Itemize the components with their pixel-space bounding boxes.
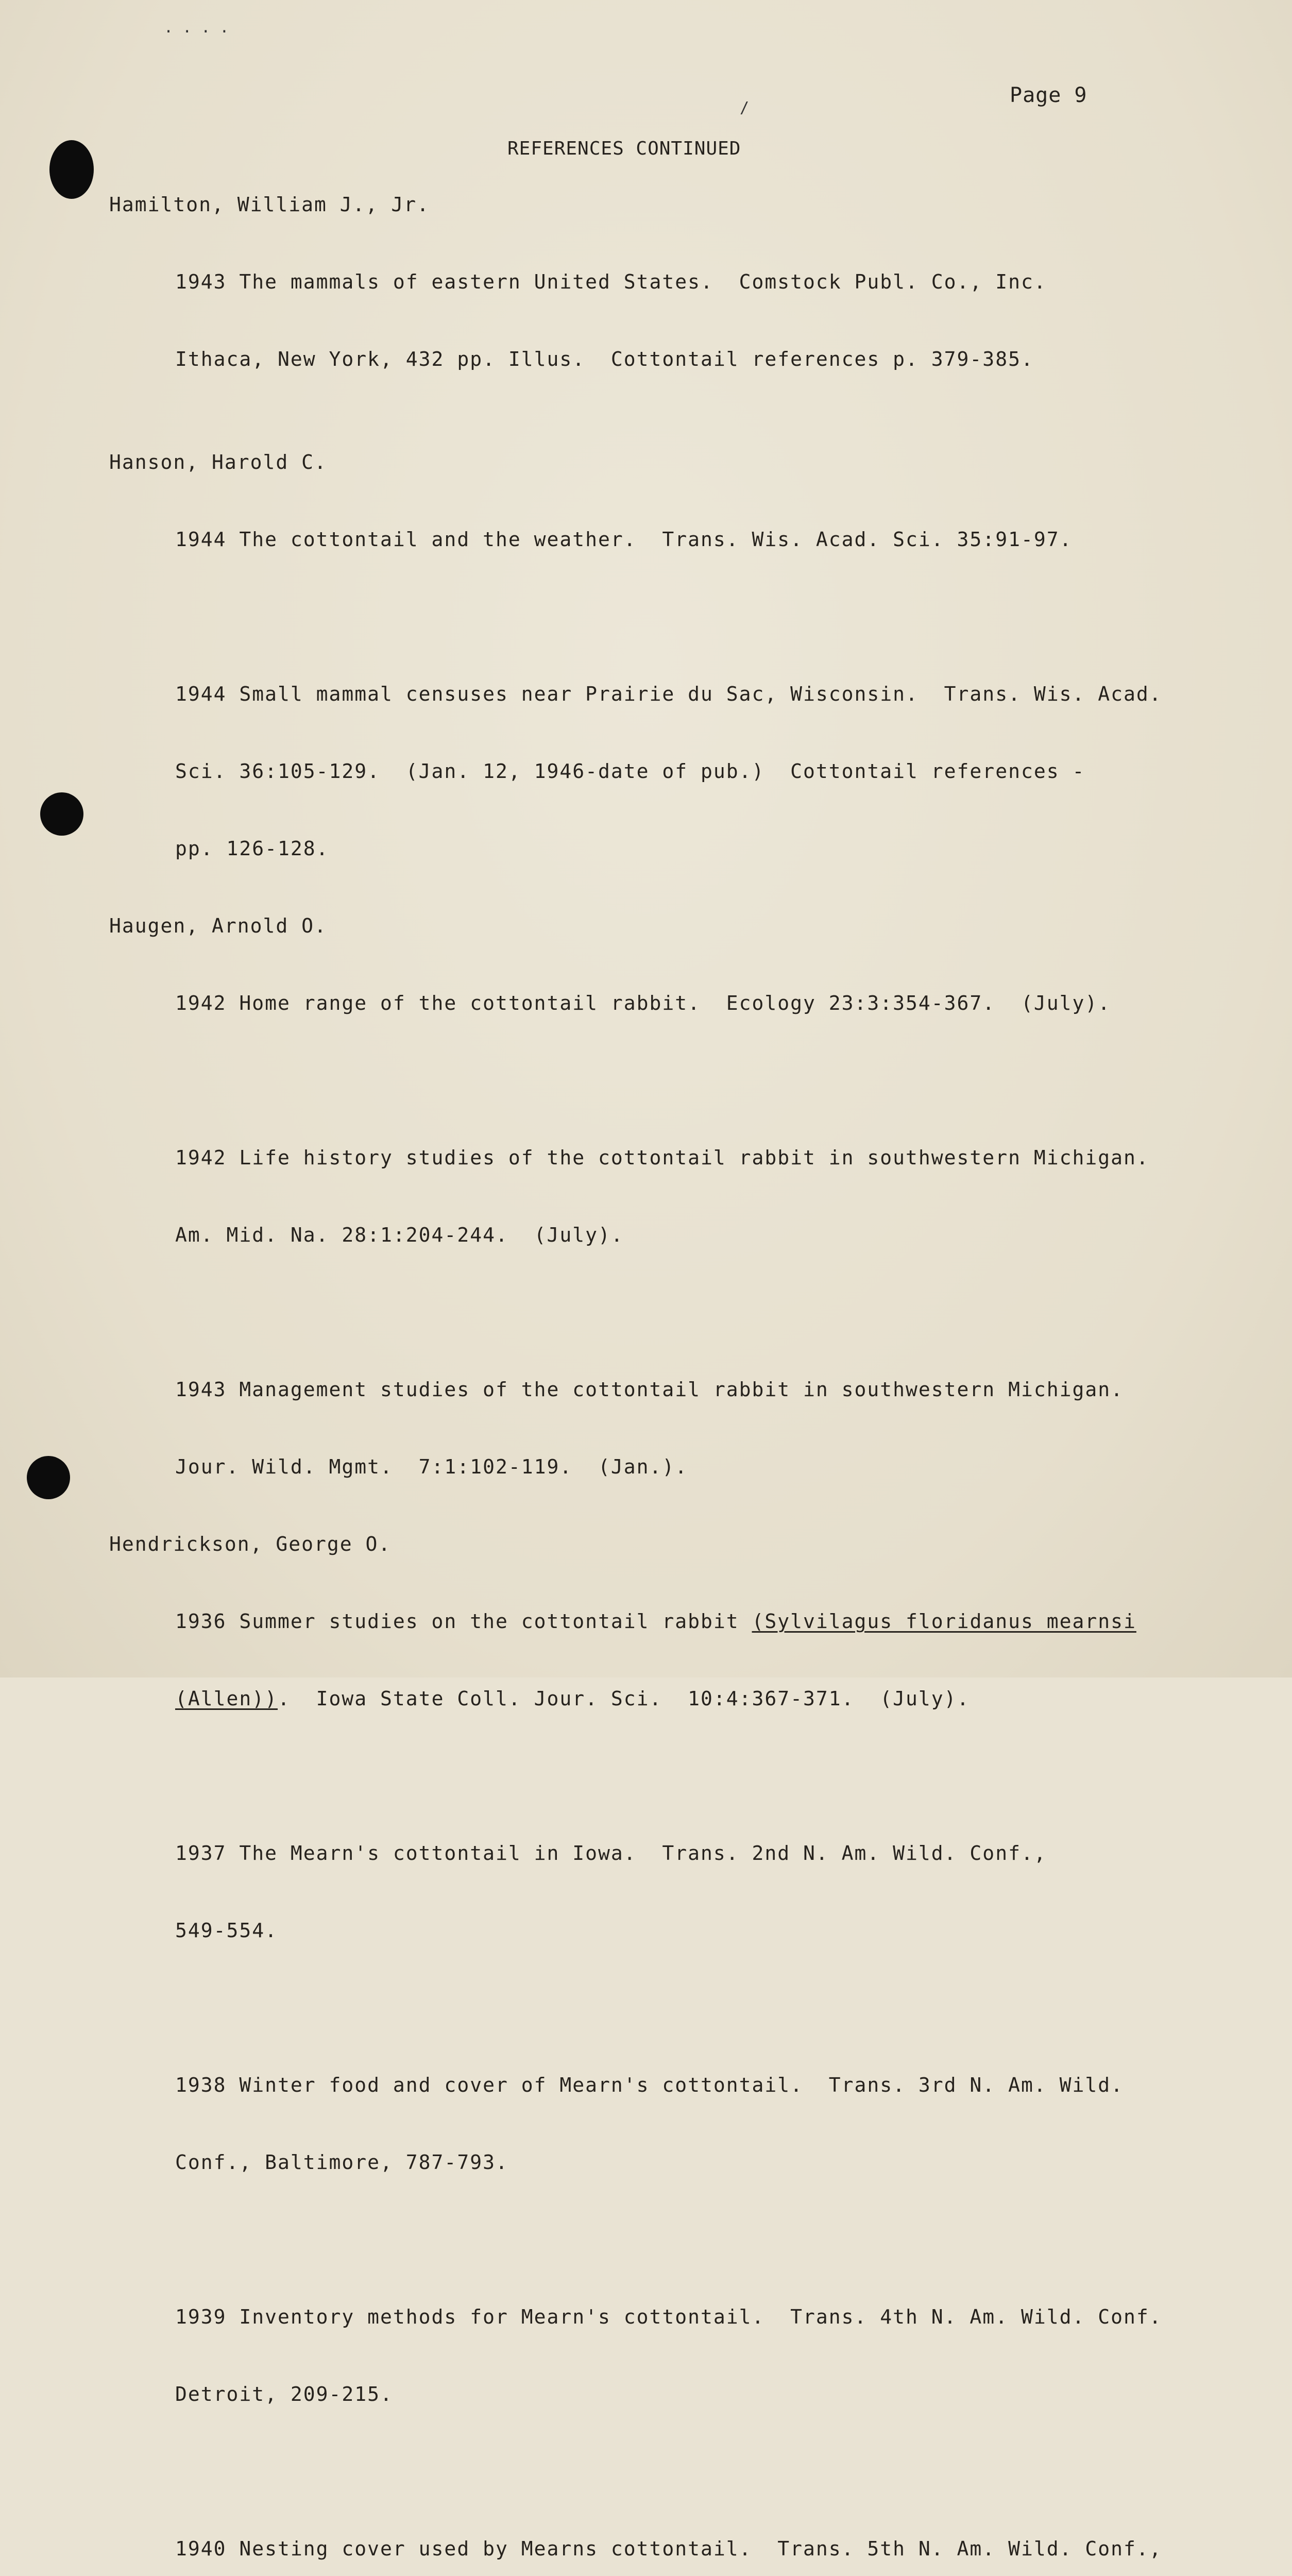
stray-mark: / <box>740 99 750 117</box>
reference-list <box>109 192 1201 2576</box>
reference-entry: 1939 Inventory methods for Mearn's cottontail. Trans. 4th N. Am. Wild. Conf. Detroit, 209-215. <box>175 2306 1162 2405</box>
punch-hole-bottom <box>27 1456 70 1499</box>
page-number: Page 9 <box>1010 83 1087 107</box>
reference-author: Hamilton, William J., Jr. <box>109 193 430 216</box>
section-title: REFERENCES CONTINUED <box>507 138 741 159</box>
reference-author: Haugen, Arnold O. <box>109 914 327 937</box>
reference-entry: 1944 The cottontail and the weather. Trans. Wis. Acad. Sci. 35:91-97. <box>175 528 1073 551</box>
reference-author: Hendrickson, George O. <box>109 1533 392 1555</box>
reference-entry: 1944 Small mammal censuses near Prairie du Sac, Wisconsin. Trans. Wis. Acad. Sci. 36:105-129. (Jan. 12, 1946-date of pub.) Cottontail references - pp. 126-128. <box>175 683 1162 860</box>
species-name: (Sylvilagus floridanus mearnsi <box>752 1610 1136 1633</box>
stray-mark: . . . . <box>164 19 229 37</box>
species-author: (Allen)) <box>175 1687 278 1710</box>
reference-entry: 1937 The Mearn's cottontail in Iowa. Trans. 2nd N. Am. Wild. Conf., 549-554. <box>175 1842 1047 1942</box>
reference-entry: 1938 Winter food and cover of Mearn's cottontail. Trans. 3rd N. Am. Wild. Conf., Baltimore, 787-793. <box>175 2074 1124 2174</box>
reference-author: Hanson, Harold C. <box>109 451 327 473</box>
reference-entry: 1943 Management studies of the cottontail rabbit in southwestern Michigan. Jour. Wild. Mgmt. 7:1:102-119. (Jan.). <box>175 1378 1124 1478</box>
reference-entry: 1942 Life history studies of the cottontail rabbit in southwestern Michigan. Am. Mid. Na. 28:1:204-244. (July). <box>175 1146 1149 1246</box>
punch-hole-middle <box>40 792 83 836</box>
reference-entry: 1936 Summer studies on the cottontail rabbit (Sylvilagus floridanus mearnsi (Allen)). Iowa State Coll. Jour. Sci. 10:4:367-371. (July). <box>175 1610 1136 1710</box>
punch-hole-top <box>49 140 94 199</box>
reference-entry: 1942 Home range of the cottontail rabbit. Ecology 23:3:354-367. (July). <box>175 992 1111 1014</box>
reference-entry: 1940 Nesting cover used by Mearns cottontail. Trans. 5th N. Am. Wild. Conf., <box>175 2537 1162 2560</box>
reference-entry: 1943 The mammals of eastern United States. Comstock Publ. Co., Inc. Ithaca, New York, 432 pp. Illus. Cottontail references p. 379-385. <box>175 270 1047 370</box>
